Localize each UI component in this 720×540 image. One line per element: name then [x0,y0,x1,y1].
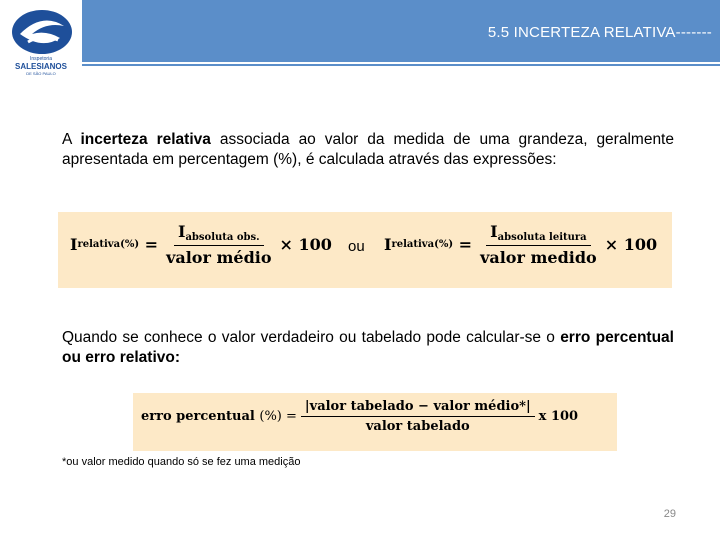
formula2-equals: = [458,235,473,254]
error-bold-term: erro percentual ou erro relativo: [62,329,674,366]
header-divider [82,64,720,66]
formula3-numerator: |valor tabelado − valor médio*| [301,399,535,417]
formula-relative-reading [384,222,657,267]
relative-uncertainty-formulas [58,212,672,288]
formula1-fraction [162,222,275,267]
page-number: 29 [663,508,676,520]
formula1-equals: = [144,235,159,254]
slide-title: 5.5 INCERTEZA RELATIVA------- [487,24,712,41]
formula1-numerator: $I_{absoluta obs.}$ [174,222,264,246]
formula3-unit: (%) = [259,409,297,424]
formula2-lhs-sub: relativa(%) [391,239,454,250]
formula2-fraction [476,222,601,267]
footnote: *ou valor medido quando só se fez uma medição [62,456,301,468]
error-paragraph [62,328,674,368]
intro-bold-term: incerteza relativa [80,131,211,148]
formula3-lhs: erro percentual [141,409,255,424]
percent-error-formula-box [133,393,617,451]
error-text-start: Quando se conhece o valor verdadeiro ou tabelado pode calcular-se o [62,329,561,346]
formula1-lhs-sub: relativa(%) [77,239,140,250]
formula2-numerator: $I_{absoluta leitura}$ [486,222,591,246]
formula-percent-error [141,399,578,434]
formula3-multiplier: x 100 [538,409,579,424]
logo-sub-text: DE SÃO PAULO [26,71,56,76]
formula2-denominator: valor medido [480,248,597,267]
logo-text [0,56,82,77]
formula1-multiplier: × 100 [279,235,332,254]
formula1-denominator: valor médio [166,248,272,267]
intro-text-end: associada ao valor da medida de uma grandeza, geralmente apresentada em percentagem (%), é calculada através das expressões: [62,131,674,168]
formula3-denominator: valor tabelado [365,419,470,434]
or-connector: ou [348,238,365,255]
formula1-lhs: I [70,235,78,254]
intro-paragraph [62,130,674,170]
formula2-multiplier: × 100 [604,235,658,254]
formula-relative-observed [70,222,332,267]
logo-main-text: SALESIANOS [14,62,67,71]
formula3-fraction [301,399,535,434]
intro-text-start: A [62,131,81,148]
formula2-lhs: I [384,235,392,254]
logo-top-text: Inspetoria [30,56,52,62]
